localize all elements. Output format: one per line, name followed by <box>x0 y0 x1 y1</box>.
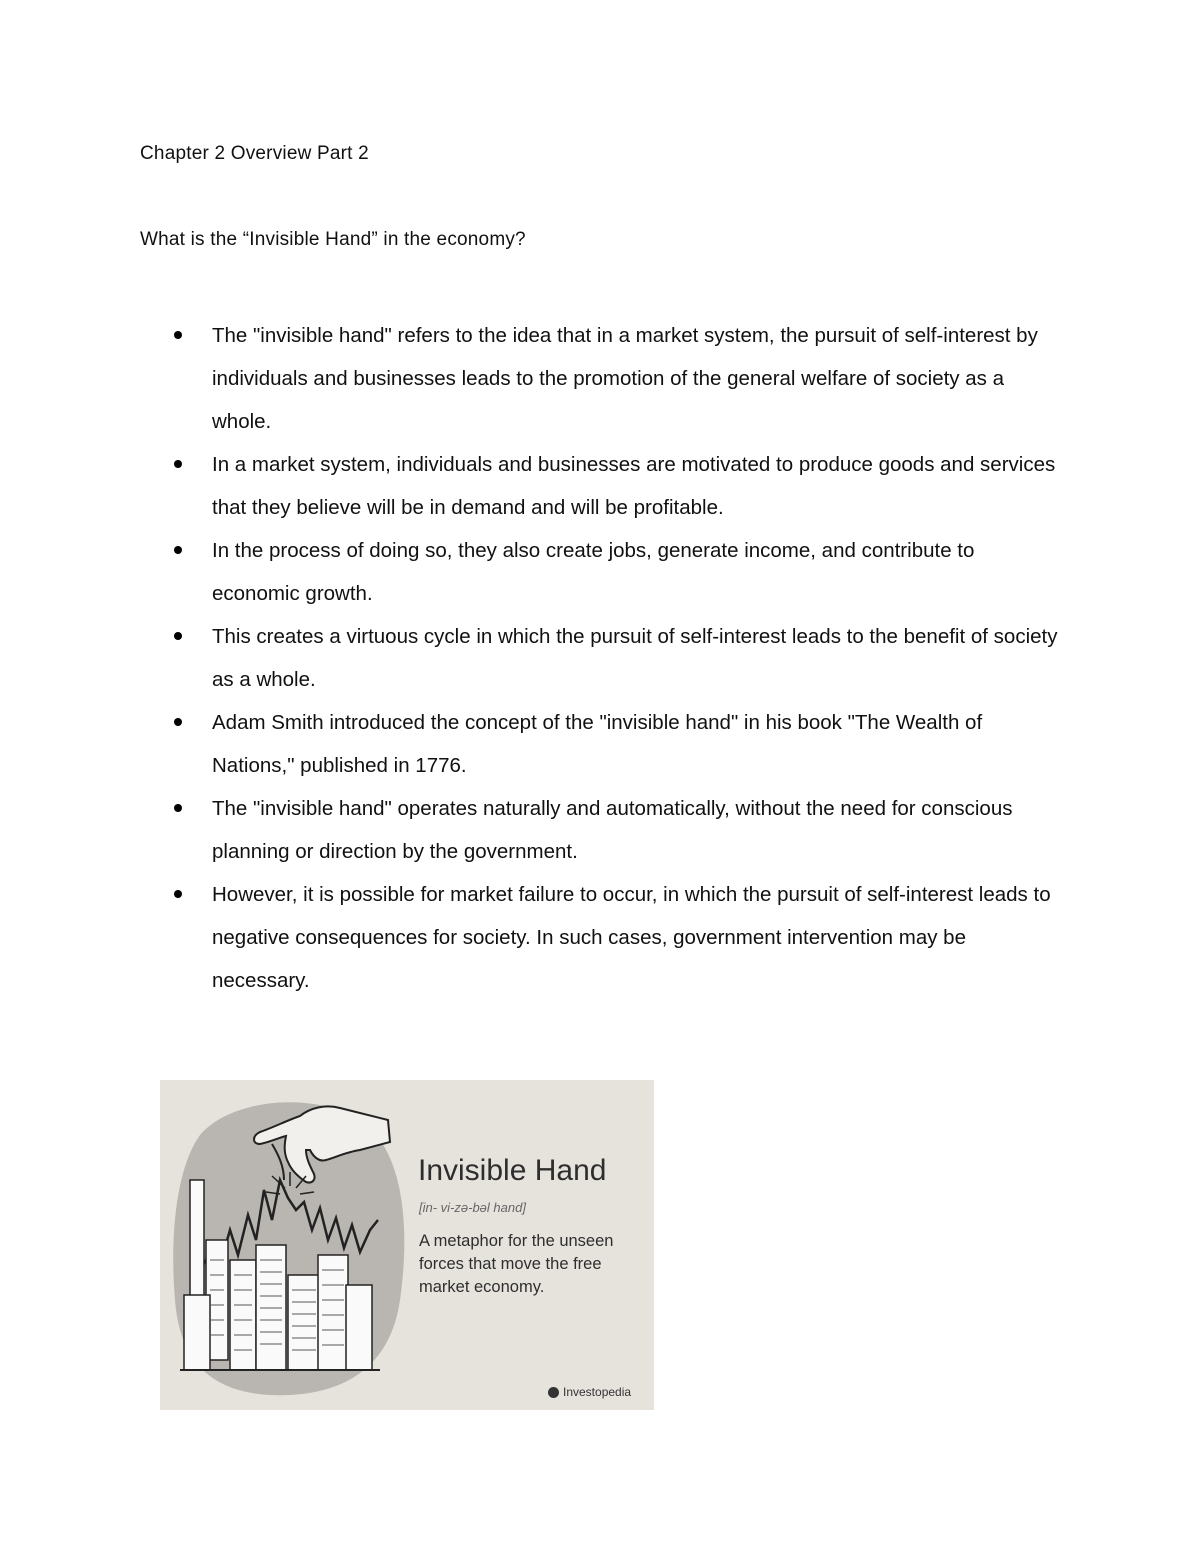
question-heading: What is the “Invisible Hand” in the economy? <box>140 229 526 250</box>
bullet-text: This creates a virtuous cycle in which the pursuit of self-interest leads to the benefit of society as a whole. <box>212 625 1058 691</box>
figure-brand <box>548 1385 631 1399</box>
bullet-list <box>172 314 1062 1002</box>
bullet-icon <box>174 718 182 726</box>
figure-pronunciation: [in- vi-zə-bəl hand] <box>419 1200 526 1215</box>
list-item <box>172 701 1062 787</box>
investopedia-logo-icon <box>548 1387 559 1398</box>
list-item <box>172 443 1062 529</box>
bullet-icon <box>174 460 182 468</box>
page-title: Chapter 2 Overview Part 2 <box>140 143 369 164</box>
figure-heading: Invisible Hand <box>418 1154 607 1187</box>
list-item <box>172 529 1062 615</box>
bullet-icon <box>174 546 182 554</box>
list-item <box>172 787 1062 873</box>
bullet-text: Adam Smith introduced the concept of the "invisible hand" in his book "The Wealth of Nations," published in 1776. <box>212 711 983 777</box>
bullet-icon <box>174 890 182 898</box>
invisible-hand-figure <box>160 1080 654 1410</box>
brand-name: Investopedia <box>563 1385 632 1399</box>
list-item <box>172 615 1062 701</box>
bullet-text: The "invisible hand" refers to the idea that in a market system, the pursuit of self-interest by individuals and businesses leads to the promotion of the general welfare of society as a whole. <box>212 324 1038 433</box>
bullet-icon <box>174 632 182 640</box>
bullet-text: The "invisible hand" operates naturally and automatically, without the need for conscious planning or direction by the government. <box>212 797 1013 863</box>
bullet-text: However, it is possible for market failure to occur, in which the pursuit of self-interest leads to negative consequences for society. In such cases, government intervention may be necessary. <box>212 883 1051 992</box>
bullet-text: In the process of doing so, they also create jobs, generate income, and contribute to economic growth. <box>212 539 975 605</box>
figure-definition: A metaphor for the unseen forces that move the free market economy. <box>419 1232 614 1296</box>
bullet-icon <box>174 331 182 339</box>
bullet-icon <box>174 804 182 812</box>
list-item <box>172 314 1062 443</box>
list-item <box>172 873 1062 1002</box>
bullet-text: In a market system, individuals and businesses are motivated to produce goods and services that they believe will be in demand and will be profitable. <box>212 453 1056 519</box>
